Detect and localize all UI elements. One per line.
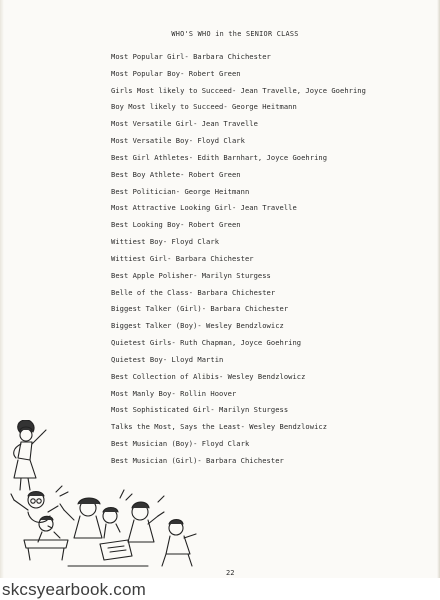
- list-item: Wittiest Girl- Barbara Chichester: [111, 253, 254, 263]
- list-item: Belle of the Class- Barbara Chichester: [111, 287, 276, 297]
- list-item: Talks the Most, Says the Least- Wesley Bendzlowicz: [111, 422, 328, 432]
- list-item: Best Musician (Boy)- Floyd Clark: [111, 439, 250, 449]
- list-item: Best Collection of Alibis- Wesley Bendzlowicz: [111, 371, 306, 381]
- page-edge-left: [0, 0, 4, 600]
- watermark-text: skcsyearbook.com: [2, 580, 146, 599]
- entries-list: [111, 52, 431, 473]
- list-item: Best Apple Polisher- Marilyn Sturgess: [111, 270, 271, 280]
- list-item: Best Looking Boy- Robert Green: [111, 220, 241, 230]
- list-item: Quietest Girls- Ruth Chapman, Joyce Goehring: [111, 338, 302, 348]
- list-item: Best Musician (Girl)- Barbara Chichester: [111, 455, 284, 465]
- cartoon-illustration: [8, 420, 208, 575]
- list-item: Most Sophisticated Girl- Marilyn Sturgess: [111, 405, 289, 415]
- page-title: WHO'S WHO in the SENIOR CLASS: [171, 30, 299, 38]
- list-item: Biggest Talker (Boy)- Wesley Bendzlowicz: [111, 321, 284, 331]
- list-item: Most Versatile Boy- Floyd Clark: [111, 136, 245, 146]
- list-item: Best Boy Athlete- Robert Green: [111, 169, 241, 179]
- list-item: Best Girl Athletes- Edith Barnhart, Joyce Goehring: [111, 152, 328, 162]
- watermark-banner: [0, 578, 440, 600]
- list-item: Most Manly Boy- Rollin Hoover: [111, 388, 237, 398]
- list-item: Boy Most likely to Succeed- George Heitmann: [111, 102, 297, 112]
- list-item: Most Versatile Girl- Jean Travelle: [111, 119, 258, 129]
- list-item: Most Attractive Looking Girl- Jean Travelle: [111, 203, 297, 213]
- list-item: Girls Most likely to Succeed- Jean Travelle, Joyce Goehring: [111, 85, 366, 95]
- list-item: Quietest Boy- Lloyd Martin: [111, 354, 224, 364]
- list-item: Wittiest Boy- Floyd Clark: [111, 237, 220, 247]
- list-item: Best Politician- George Heitmann: [111, 186, 250, 196]
- list-item: Biggest Talker (Girl)- Barbara Chichester: [111, 304, 289, 314]
- list-item: Most Popular Girl- Barbara Chichester: [111, 52, 271, 61]
- list-item: Most Popular Boy- Robert Green: [111, 68, 241, 78]
- page-number: 22: [226, 569, 235, 577]
